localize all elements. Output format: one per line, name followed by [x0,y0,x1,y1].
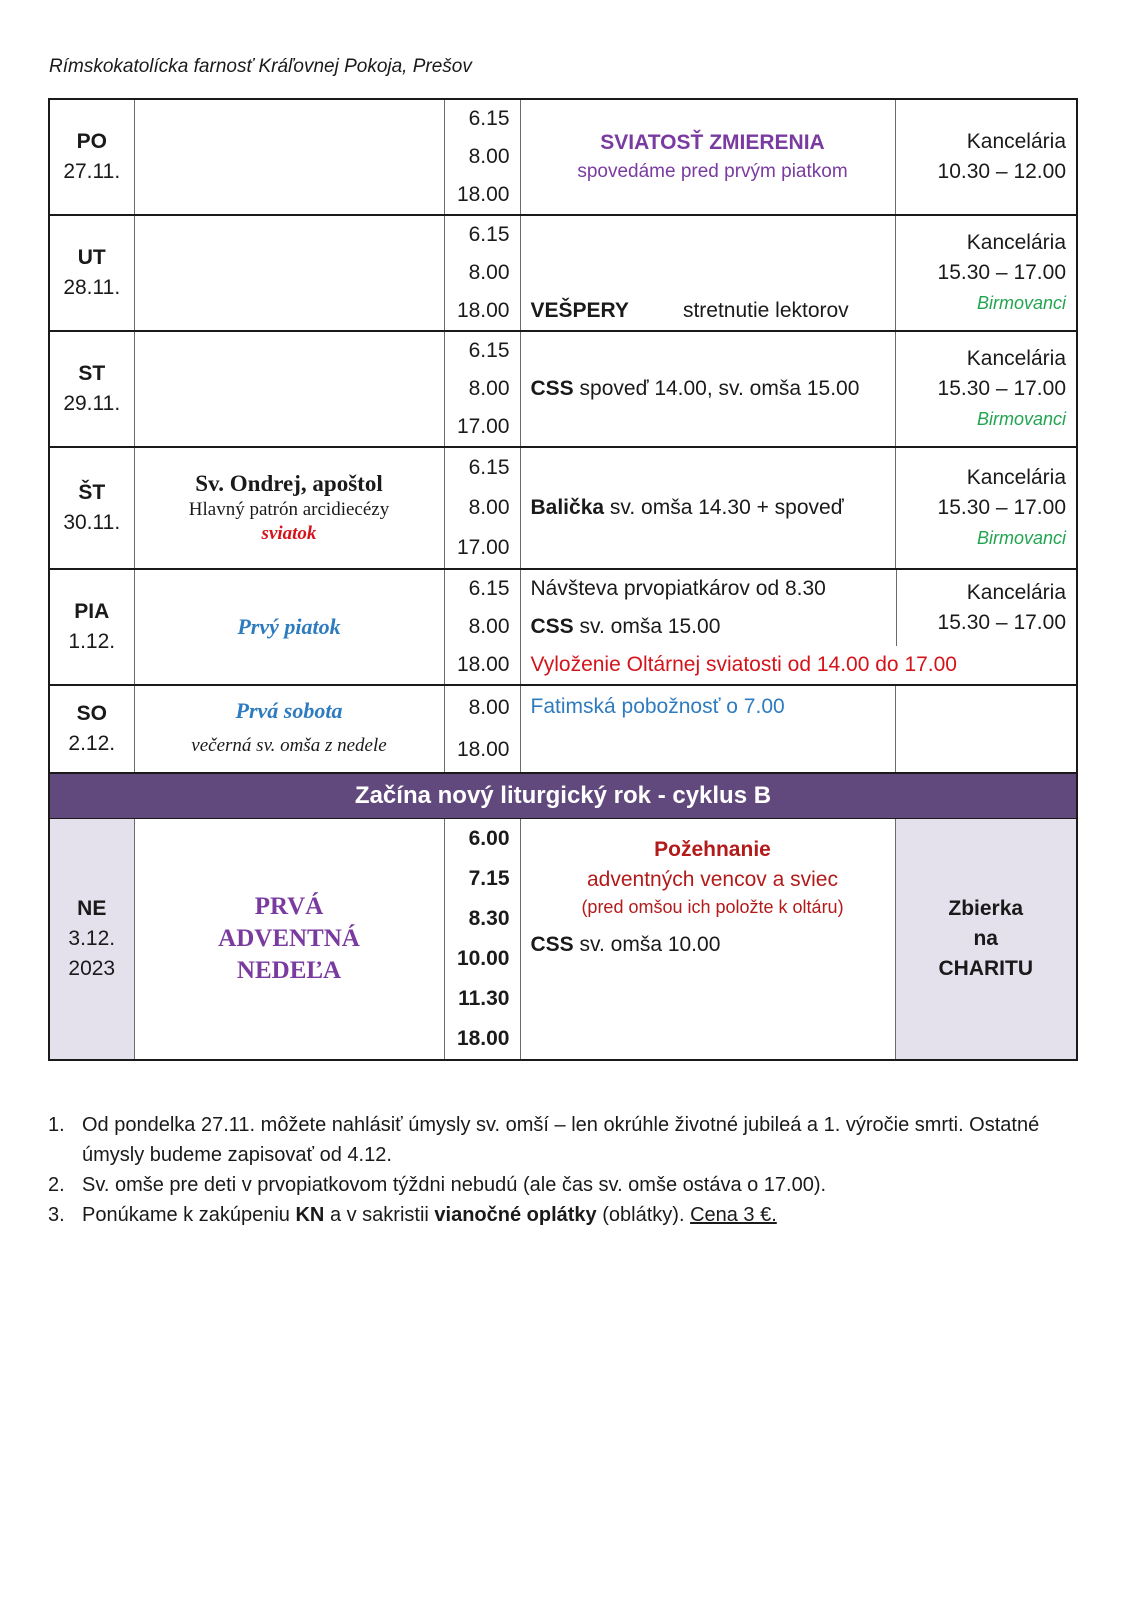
day-cell [49,99,134,215]
event-bold: Balička [530,496,605,519]
event-cell [520,331,895,447]
price-text: Cena 3 €. [690,1204,777,1226]
event-text: sv. omša 10.00 [579,933,721,956]
office-note: Birmovanci [976,293,1066,313]
office-cell [895,447,1077,569]
mass-time: 17.00 [456,415,510,438]
mass-time: 6.15 [468,456,510,479]
office-hours: 15.30 – 17.00 [937,261,1066,284]
mass-time: 11.30 [458,987,510,1010]
office-note: Birmovanci [976,409,1066,429]
mass-times [444,215,520,331]
row-tuesday [49,215,1077,331]
day-cell [49,331,134,447]
office-hours: 15.30 – 17.00 [937,496,1066,519]
mass-time: 8.00 [468,615,510,638]
mass-time: 8.00 [468,496,510,519]
day-date: 28.11. [63,276,121,299]
feast-cell [134,447,444,569]
office-cell [895,685,1077,773]
collection-line: Zbierka [948,897,1024,920]
announcement-item [48,1110,1058,1170]
event-cell [520,819,895,1061]
day-name: SO [76,702,107,725]
day-name: ST [78,362,106,385]
feast-rank: sviatok [261,523,317,544]
mass-times [444,569,520,685]
feast-cell [134,215,444,331]
event-line: Návšteva prvopiatkárov od 8.30 [530,577,826,600]
row-thursday [49,447,1077,569]
day-name: ŠT [78,481,106,504]
announcement-number: 1. [48,1114,65,1136]
day-date: 3.12. [68,927,116,950]
mass-time: 17.00 [456,536,510,559]
office-label: Kancelária [966,231,1066,254]
announcement-text: Sv. omše pre deti v prvopiatkovom týždni nebudú (ale čas sv. omše ostáva o 17.00). [82,1174,827,1196]
announcements-list [48,1110,1058,1230]
blessing-subtitle: adventných vencov a sviec [587,868,838,891]
event-text: sv. omša 15.00 [579,615,721,638]
day-cell [49,447,134,569]
event-bold: CSS [530,615,574,638]
event-bold: VEŠPERY [530,299,629,322]
day-year: 2023 [68,957,116,980]
announcement-number: 3. [48,1204,65,1226]
office-label: Kancelária [966,130,1066,153]
collection-cell [895,819,1077,1061]
feast-cell [134,569,444,685]
office-label: Kancelária [966,581,1066,604]
feast-subtitle: večerná sv. omša z nedele [191,735,387,756]
office-hours: 10.30 – 12.00 [937,160,1066,183]
office-hours: 15.30 – 17.00 [937,377,1066,400]
day-date: 27.11. [63,160,121,183]
mass-times [444,331,520,447]
announcement-number: 2. [48,1174,65,1196]
announcement-item [48,1200,1058,1230]
feast-cell [134,685,444,773]
day-cell [49,569,134,685]
office-cell [895,215,1077,331]
mass-time: 6.15 [468,339,510,362]
collection-line: na [973,927,998,950]
announcement-bold: vianočné oplátky [434,1204,597,1226]
event-cell [520,447,895,569]
mass-time: 6.15 [468,223,510,246]
row-monday [49,99,1077,215]
mass-time: 8.00 [468,261,510,284]
row-friday [49,569,1077,685]
parish-header: Rímskokatolícka farnosť Kráľovnej Pokoja, Prešov [49,56,472,77]
day-name: PO [76,130,107,153]
day-date: 1.12. [68,630,116,653]
day-cell [49,215,134,331]
day-cell [49,819,134,1061]
adoration-line: Vyloženie Oltárnej sviatosti od 14.00 do 17.00 [530,653,957,676]
mass-time: 18.00 [456,183,510,206]
row-saturday [49,685,1077,773]
mass-times [444,819,520,1061]
collection-line: CHARITU [938,957,1033,980]
event-text: spoveď 14.00, sv. omša 15.00 [579,377,860,400]
event-cell [520,215,895,331]
office-label: Kancelária [966,347,1066,370]
mass-time: 6.15 [468,107,510,130]
row-sunday [49,819,1077,1061]
mass-time: 8.30 [468,907,510,930]
feast-cell [134,819,444,1061]
day-date: 2.12. [68,732,116,755]
announcement-text: Od pondelka 27.11. môžete nahlásiť úmysly sv. omší – len okrúhle životné jubileá a 1. výročie smrti. Ostatné úmysly budeme zapisovať od 4.12. [82,1114,1040,1166]
feast-title: Prvá sobota [235,698,343,723]
feast-cell [134,331,444,447]
mass-time: 6.15 [468,577,510,600]
mass-time: 18.00 [456,1027,510,1050]
announcement-fragment: a v sakristii [329,1204,429,1226]
mass-time: 8.00 [468,377,510,400]
office-hours: 15.30 – 17.00 [937,611,1066,634]
announcement-text [82,1200,1058,1230]
liturgical-year-banner-row [49,773,1077,819]
mass-times [444,99,520,215]
feast-cell [134,99,444,215]
day-date: 29.11. [63,392,121,415]
weekly-schedule-table [48,98,1078,1061]
day-cell [49,685,134,773]
day-name: UT [77,246,106,269]
day-date: 30.11. [63,511,121,534]
office-label: Kancelária [966,466,1066,489]
announcement-fragment: (oblátky). [602,1204,685,1226]
day-name: NE [77,897,107,920]
announcement-item [48,1170,1058,1200]
event-text: stretnutie lektorov [682,299,849,322]
feast-line: ADVENTNÁ [218,925,360,952]
feast-subtitle: Hlavný patrón arcidiecézy [188,499,390,520]
event-text: sv. omša 14.30 + spoveď [609,496,844,519]
row-wednesday [49,331,1077,447]
feast-line: NEDEĽA [236,957,342,984]
mass-time: 18.00 [456,653,510,676]
event-cell [520,99,895,215]
event-subtitle: spovedáme pred prvým piatkom [577,161,848,182]
mass-times [444,447,520,569]
mass-time: 6.00 [468,827,510,850]
feast-title: Sv. Ondrej, apoštol [195,471,383,496]
day-name: PIA [74,600,110,623]
event-title: SVIATOSŤ ZMIERENIA [600,131,825,154]
event-bold: CSS [530,933,574,956]
announcement-bold: KN [295,1204,325,1226]
mass-time: 18.00 [456,738,510,761]
event-office-cell [520,569,1077,685]
blessing-title: Požehnanie [654,838,771,861]
liturgical-year-banner: Začína nový liturgický rok - cyklus B [49,773,1077,819]
feast-title: Prvý piatok [237,614,341,639]
mass-times [444,685,520,773]
blessing-note: (pred omšou ich položte k oltáru) [581,897,844,917]
feast-line: PRVÁ [254,893,324,920]
mass-time: 8.00 [468,145,510,168]
office-note: Birmovanci [976,528,1066,548]
event-line: Fatimská pobožnosť o 7.00 [530,695,785,718]
mass-time: 8.00 [468,696,510,719]
mass-time: 10.00 [456,947,510,970]
mass-time: 7.15 [468,867,510,890]
office-cell [895,99,1077,215]
event-bold: CSS [530,377,574,400]
mass-time: 18.00 [456,299,510,322]
event-cell [520,685,895,773]
office-cell [895,331,1077,447]
announcement-fragment: Ponúkame k zakúpeniu [82,1204,290,1226]
event-line [531,608,896,646]
